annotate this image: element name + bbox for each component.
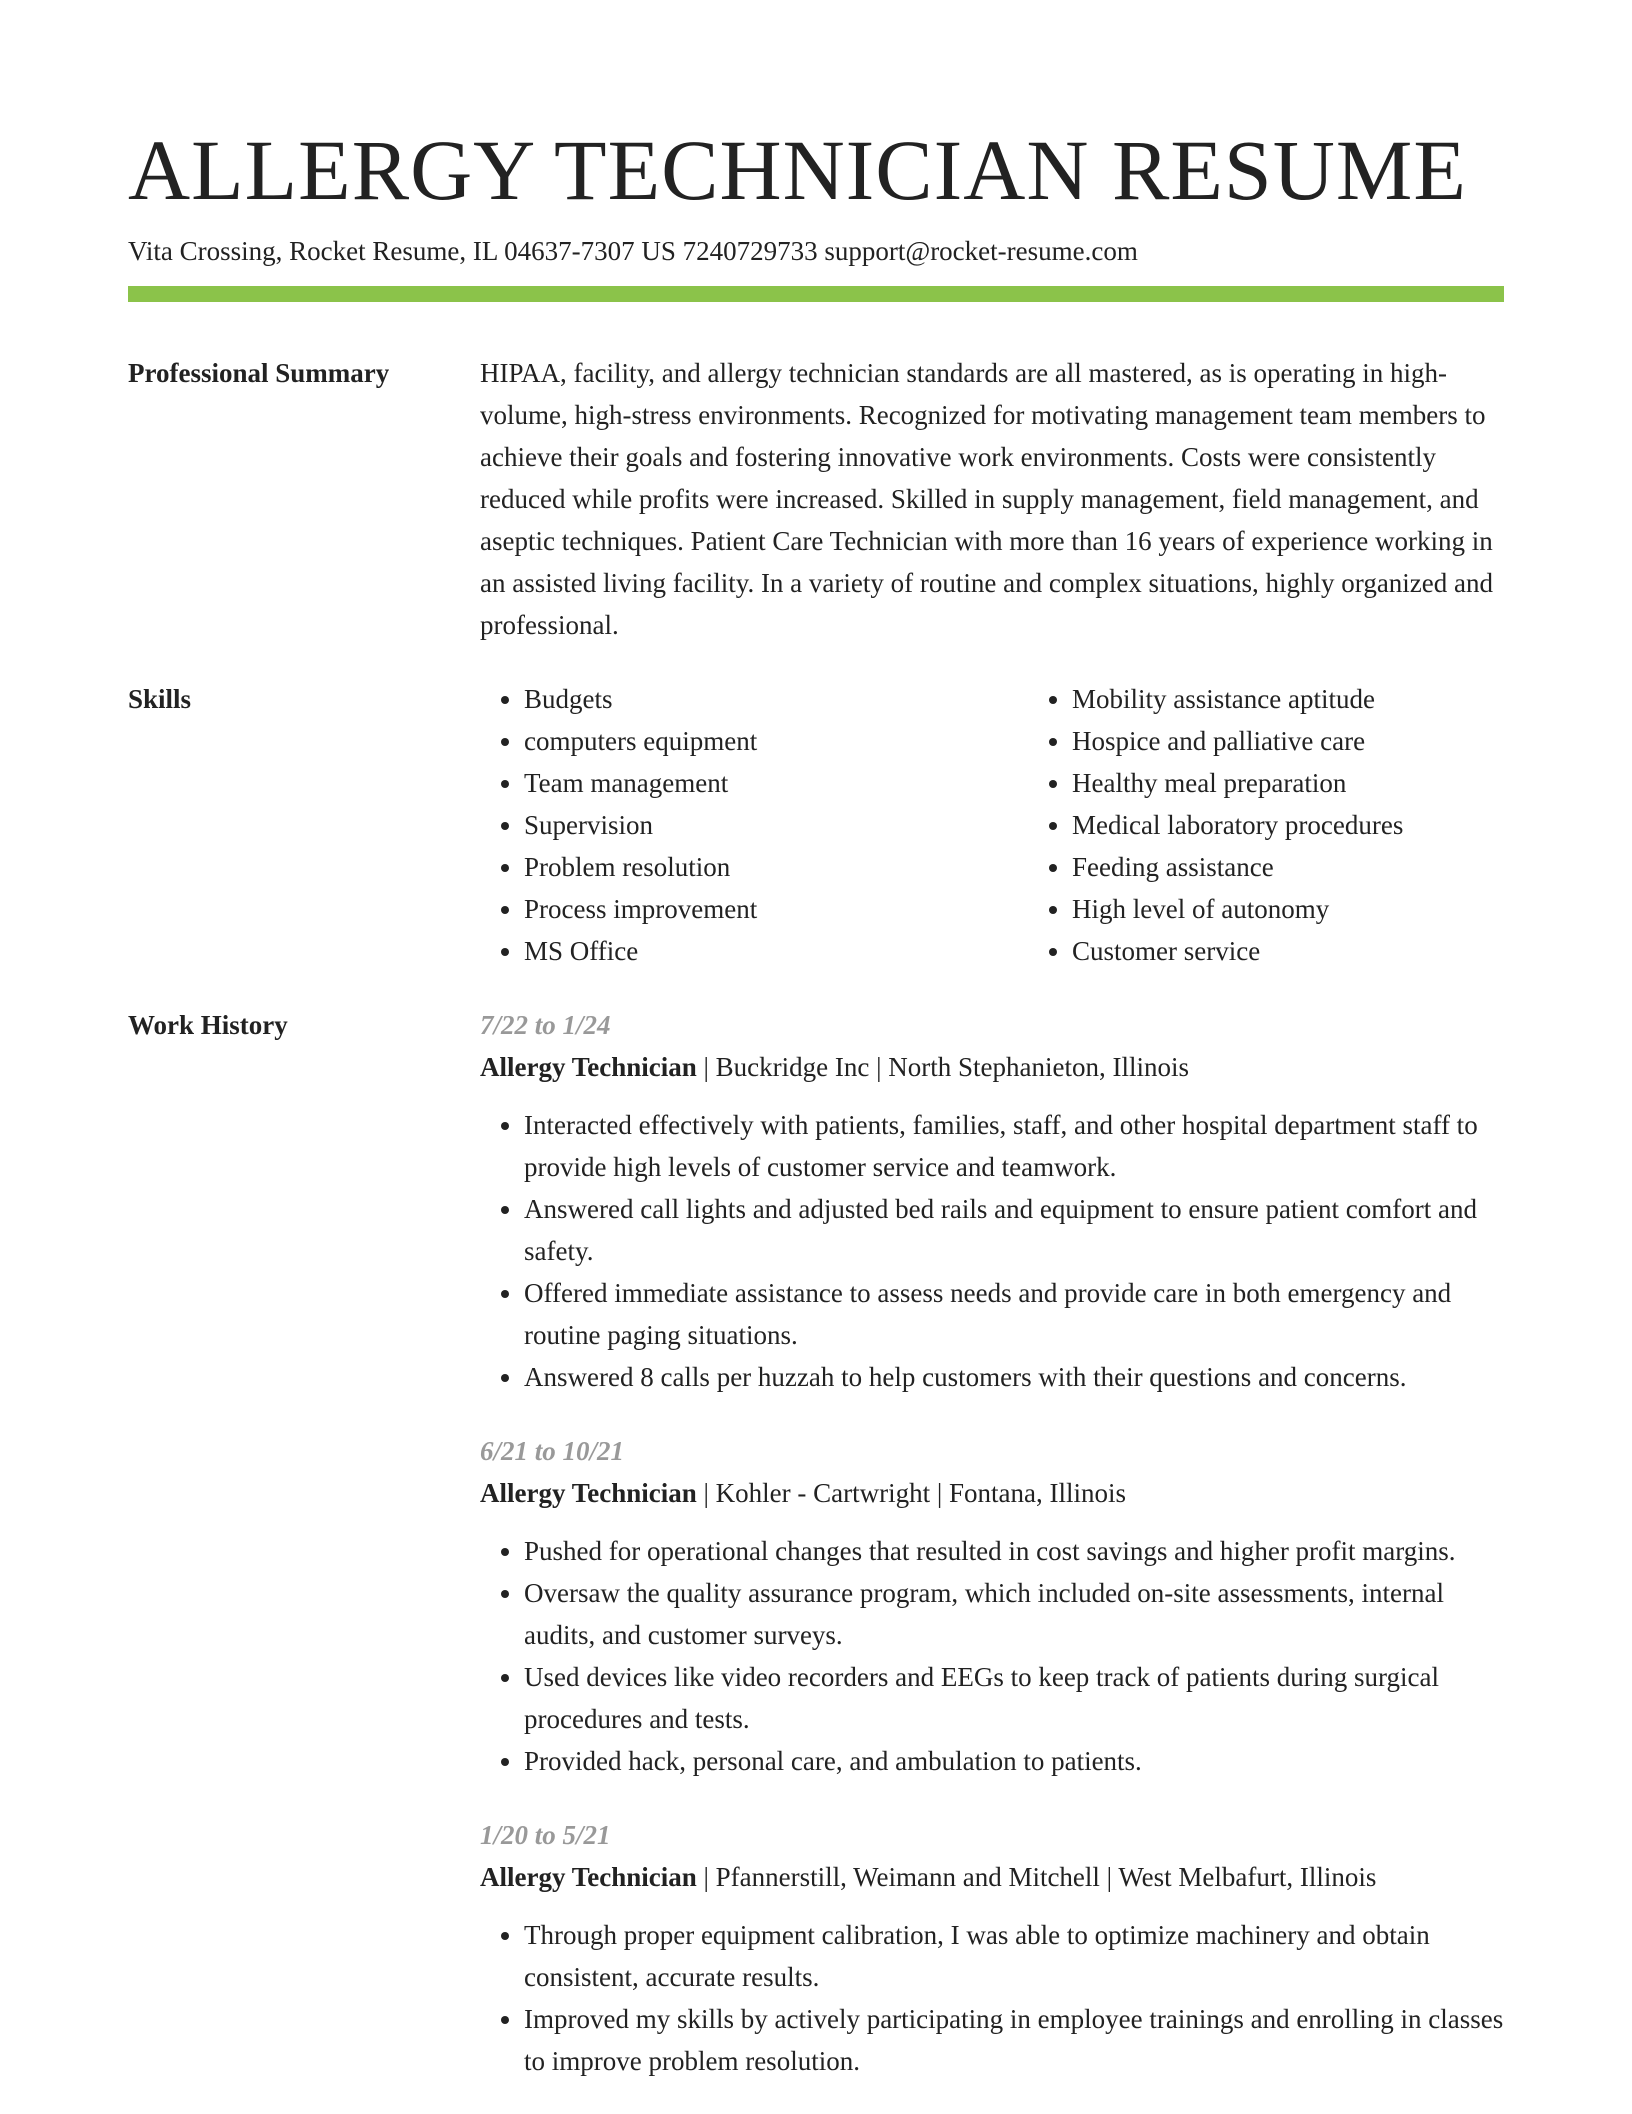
job-bullet: • Offered immediate assistance to assess needs and provide care in both emergency and routine paging situations. [524,1272,1504,1356]
skills-list-right [1028,678,1532,972]
skill-item: • Problem resolution [524,846,984,888]
skill-item: • Customer service [1072,930,1532,972]
job-details: | Buckridge Inc | North Stephanieton, Illinois [696,1052,1189,1082]
section-label-work: Work History [128,1010,288,1040]
job-bullet: • Interacted effectively with patients, families, staff, and other hospital department staff to provide high levels of customer service and teamwork. [524,1104,1504,1188]
job-bullet: • Oversaw the quality assurance program, which included on-site assessments, internal audits, and customer surveys. [524,1572,1504,1656]
job-dates: 1/20 to 5/21 [480,1820,611,1850]
summary-body [480,352,1504,646]
job-bullet: • Provided hack, personal care, and ambulation to patients. [524,1740,1504,1782]
resume-page [128,0,1504,2114]
summary-text: HIPAA, facility, and allergy technician standards are all mastered, as is operating in high-volume, high-stress environments. Recognized for motivating management team members to achieve their goals and fostering innovative work environments. Costs were consistently reduced while profits were increased. Skilled in supply management, field management, and aseptic techniques. Patient Care Technician with more than 16 years of experience working in an assisted living facility. In a variety of routine and complex situations, highly organized and professional. [480,358,1494,640]
skill-item: • Mobility assistance aptitude [1072,678,1532,720]
job-bullets [480,1914,1504,2082]
job-heading [480,1046,1504,1088]
job-bullet: • Answered 8 calls per huzzah to help customers with their questions and concerns. [524,1356,1504,1398]
job-bullet: • Through proper equipment calibration, I was able to optimize machinery and obtain consistent, accurate results. [524,1914,1504,1998]
job-title: Allergy Technician [480,1052,697,1082]
skills-columns [480,678,1504,972]
skill-item: • Budgets [524,678,984,720]
job-title: Allergy Technician [480,1862,697,1892]
skill-item: • Process improvement [524,888,984,930]
section-label-skills: Skills [128,684,192,714]
skill-item: • MS Office [524,930,984,972]
job-bullet: • Improved my skills by actively participating in employee trainings and enrolling in classes to improve problem resolution. [524,1998,1504,2082]
skill-item: • Supervision [524,804,984,846]
job-heading [480,1856,1504,1898]
work-history-section [128,1004,1504,2114]
job-bullet: • Used devices like video recorders and EEGs to keep track of patients during surgical procedures and tests. [524,1656,1504,1740]
job-details: | Pfannerstill, Weimann and Mitchell | West Melbafurt, Illinois [696,1862,1377,1892]
job-bullet: • Answered call lights and adjusted bed rails and equipment to ensure patient comfort and safety. [524,1188,1504,1272]
skill-item: • Feeding assistance [1072,846,1532,888]
skill-item: • Healthy meal preparation [1072,762,1532,804]
accent-divider [128,286,1504,302]
job-details: | Kohler - Cartwright | Fontana, Illinois [696,1478,1127,1508]
job-title: Allergy Technician [480,1478,697,1508]
job-dates: 7/22 to 1/24 [480,1010,611,1040]
job-entry [480,1430,1504,1782]
professional-summary-section [128,352,1504,646]
skill-item: • Hospice and palliative care [1072,720,1532,762]
job-entry [480,1004,1504,1398]
contact-line: Vita Crossing, Rocket Resume, IL 04637-7307 US 7240729733 support@rocket-resume.com [128,236,1138,266]
skills-list-left [480,678,984,972]
job-bullet: • Pushed for operational changes that resulted in cost savings and higher profit margins. [524,1530,1504,1572]
skills-section [128,678,1504,972]
skill-item: • High level of autonomy [1072,888,1532,930]
skill-item: • computers equipment [524,720,984,762]
work-body [480,1004,1504,2114]
job-heading [480,1472,1504,1514]
job-entry [480,1814,1504,2082]
resume-title: ALLERGY TECHNICIAN RESUME [128,122,1467,218]
section-label-summary: Professional Summary [128,358,390,388]
job-dates: 6/21 to 10/21 [480,1436,625,1466]
job-bullets [480,1104,1504,1398]
skill-item: • Team management [524,762,984,804]
job-bullets [480,1530,1504,1782]
skill-item: • Medical laboratory procedures [1072,804,1532,846]
